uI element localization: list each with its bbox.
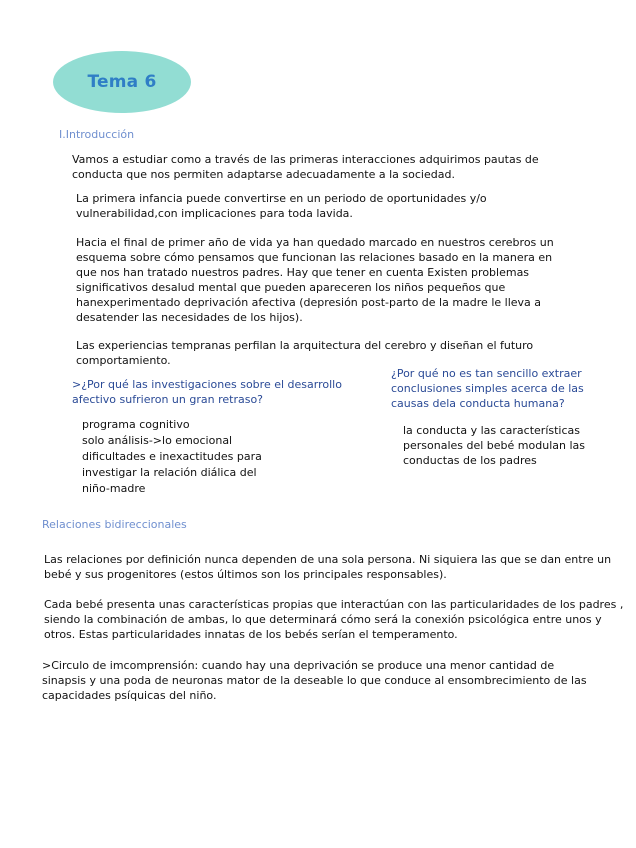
section-heading-bidirectional: Relaciones bidireccionales (42, 518, 187, 531)
answer-line: dificultades e inexactitudes para (82, 450, 262, 463)
answer-line: solo análisis->lo emocional (82, 434, 233, 447)
section-heading-intro: I.Introducción (59, 128, 135, 141)
intro-paragraph-1: La primera infancia puede convertirse en un periodo de oportunidades y/o vulnerabilidad,con implicaciones para toda lavida. (76, 192, 487, 220)
question-2: ¿Por qué no es tan sencillo extraer conclusiones simples acerca de las causas dela conducta humana? (391, 367, 584, 410)
bidirectional-paragraph-1: Las relaciones por definición nunca dependen de una sola persona. Ni siquiera las que se dan entre un bebé y sus progenitores (estos últimos son los principales responsables). (44, 553, 612, 581)
topic-title: Tema 6 (87, 72, 157, 92)
answer-line: niño-madre (82, 482, 146, 495)
bidirectional-paragraph-2: Cada bebé presenta unas características propias que interactúan con las particularidades de los padres , siendo la combinación de ambas, lo que determinará cómo será la conexión psicológica entre unos y otros. Estas particularidades innatas de los bebés serían el temperamento. (44, 598, 624, 641)
question-1: >¿Por qué las investigaciones sobre el desarrollo afectivo sufrieron un gran retraso? (72, 378, 342, 406)
intro-lead: Vamos a estudiar como a través de las primeras interacciones adquirimos pautas de conducta que nos permiten adaptarse adecuadamente a la sociedad. (72, 153, 539, 181)
topic-badge (53, 51, 191, 113)
answer-line: programa cognitivo (82, 418, 190, 431)
intro-paragraph-3: Las experiencias tempranas perfilan la arquitectura del cerebro y diseñan el futuro comportamiento. (76, 339, 534, 367)
question-2-answer: la conducta y las características personales del bebé modulan las conductas de los padres (403, 424, 585, 467)
question-1-answers (82, 417, 312, 497)
bidirectional-paragraph-3: >Circulo de imcomprensión: cuando hay una deprivación se produce una menor cantidad de sinapsis y una poda de neuronas mator de la deseable lo que conduce al ensombrecimiento de las capacidades psíquicas del niño. (42, 659, 587, 702)
intro-paragraph-2: Hacia el final de primer año de vida ya han quedado marcado en nuestros cerebros un esquema sobre cómo pensamos que funcionan las relaciones basado en la manera en que nos han tratado nuestros padres. Hay que tener en cuenta Existen problemas significativos desalud mental que pueden apareceren los niños pequeños que hanexperimentado deprivación afectiva (depresión post-parto de la madre le lleva a desatender las necesidades de los hijos). (76, 236, 554, 324)
answer-line: investigar la relación diálica del (82, 466, 257, 479)
